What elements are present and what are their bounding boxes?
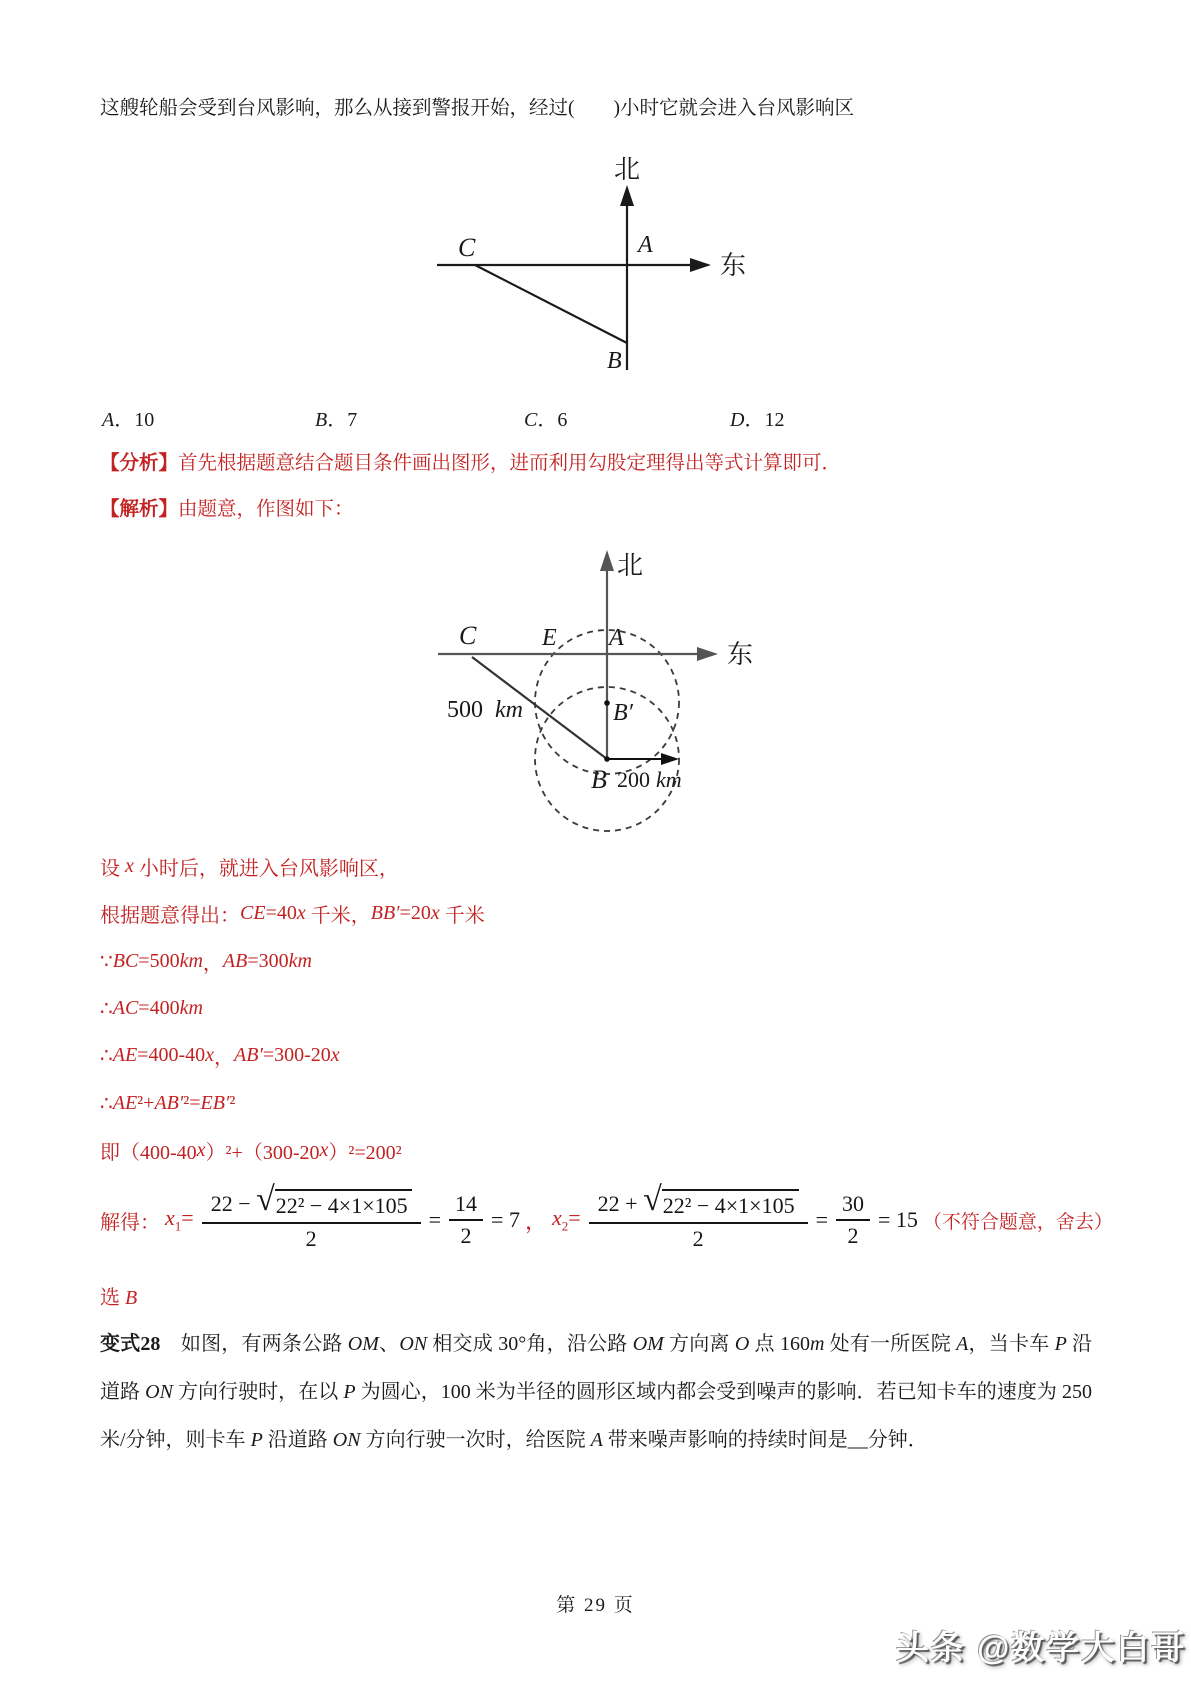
analysis-text: 首先根据题意结合题目条件画出图形，进而利用勾股定理得出等式计算即可． [178, 453, 842, 474]
radius-200-value: 200 [617, 767, 650, 792]
cb-line [472, 657, 607, 759]
option-d: D．12 [730, 409, 785, 431]
solution-line: ∴ AC =400 km [100, 997, 203, 1021]
point-b-prime-dot [604, 700, 610, 706]
variation-problem: 变式28 如图，有两条公路 OM、ON 相交成 30°角，沿公路 OM 方向离 O 点 160m 处有一所医院 A，当卡车 P 沿道路 ON 方向行驶时，在以 P 为圆心，100 米为半径的圆形区域内都会受到噪声的影响．若已知卡车的速度为 250 米/分钟，则卡车 P 沿道路 ON 方向行驶一次时，给医院 A 带来噪声影响的持续时间是__分钟． [100, 1333, 1093, 1451]
solution-line: 设 x 小时后，就进入台风影响区， [100, 855, 399, 881]
radius-arrowhead [661, 753, 679, 765]
analysis-line [100, 447, 1100, 475]
east-arrowhead [697, 647, 718, 661]
point-a-label: A [638, 232, 653, 258]
result-x2: = 15 [878, 1207, 918, 1232]
point-c-label: C [458, 233, 476, 262]
point-a-label: A [609, 625, 624, 651]
fraction-30-2: $\frac{30}{2}$ [836, 1191, 870, 1249]
east-label: 东 [727, 640, 754, 669]
north-label: 北 [617, 551, 644, 580]
page-number: 第 29 页 [556, 1595, 635, 1616]
point-e-label: E [542, 625, 557, 651]
point-c-label: C [459, 621, 477, 650]
answer-line: 选 B [100, 1287, 138, 1309]
east-label: 东 [720, 251, 747, 280]
answer-letter: B [125, 1287, 138, 1309]
fraction-x1: 22 − √ 22² − 4×1×105 2 [202, 1189, 421, 1252]
north-arrowhead [620, 185, 634, 206]
point-b-prime-label: B′ [613, 700, 633, 726]
option-c: C．6 [524, 409, 568, 431]
point-b-label: B [591, 765, 607, 794]
solution-line: ∵ BC =500 km ， AB =300 km [100, 949, 312, 975]
analysis-tag: 【分析】 [100, 453, 179, 474]
problem-statement: 这艘轮船会受到台风影响，那么从接到警报开始，经过( )小时它就会进入台风影响区 [100, 98, 854, 119]
comma: ， [524, 1208, 547, 1234]
radius-200-unit: km [656, 767, 682, 792]
fraction-x2: 22 + √ 22² − 4×1×105 2 [589, 1189, 808, 1252]
watermark: 头条 @数学大白哥 [896, 1629, 1187, 1666]
north-label: 北 [613, 155, 641, 184]
result-x1: = 7 [491, 1207, 520, 1232]
solution-line: 即（400-40 x ）²+（300-20 x ）²=200² [100, 1138, 402, 1164]
solution-derivation [100, 843, 485, 1174]
point-b-label: B [607, 348, 622, 374]
discard-note: （不符合题意，舍去） [922, 1211, 1113, 1233]
east-arrowhead [690, 258, 711, 272]
cb-line [475, 265, 627, 343]
equals-sign: = [428, 1207, 442, 1232]
distance-500-value: 500 [447, 697, 483, 723]
solution-tag: 【解析】 [100, 499, 179, 520]
solution-head-text: 由题意，作图如下： [178, 499, 354, 520]
solution-line: ∴ AE ²+ AB′ ²= EB′ ² [100, 1091, 236, 1115]
distance-500-unit: km [495, 697, 523, 723]
equals-sign: = [815, 1207, 828, 1232]
formula-lead: 解得： [100, 1211, 160, 1234]
fraction-14-2: $\frac{14}{2}$ [449, 1191, 483, 1249]
x1-lhs: $x_1=$ [165, 1205, 194, 1234]
north-arrowhead [600, 550, 614, 571]
solution-line: ∴ AE =400-40 x ， AB′ =300-20 x [100, 1044, 340, 1070]
solution-line: 根据题意得出： CE =40 x 千米， BB′ =20 x 千米 [100, 902, 485, 928]
diagram-solution-figure [395, 495, 763, 855]
x2-lhs: $x_2=$ [551, 1205, 581, 1234]
quadratic-solution-row [100, 1180, 1180, 1260]
diagram-question-figure [390, 140, 760, 380]
option-b: B．7 [315, 409, 358, 431]
option-a: A．10 [102, 409, 155, 431]
